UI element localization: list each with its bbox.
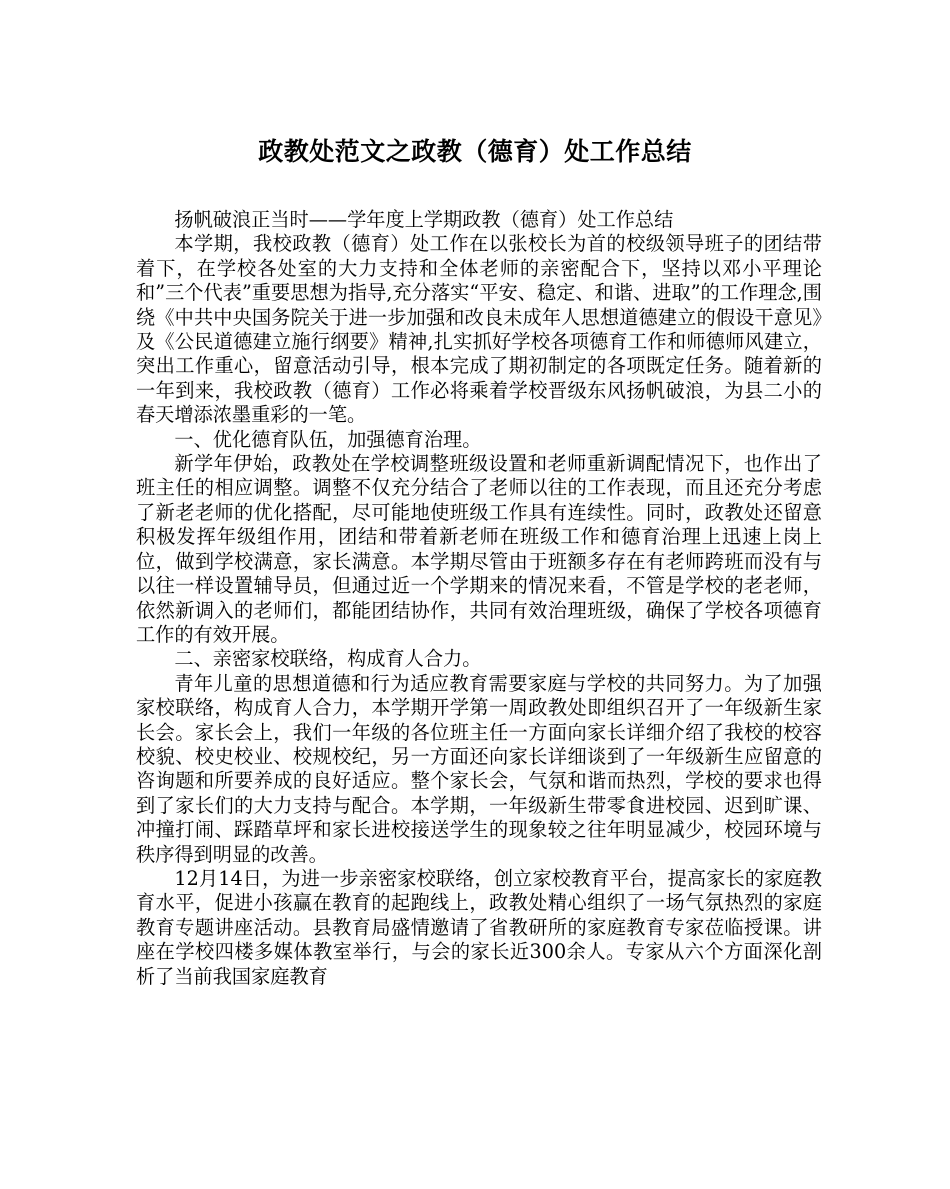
- section-1-paragraph: 新学年伊始，政教处在学校调整班级设置和老师重新调配情况下，也作出了班主任的相应调整。调整不仅充分结合了老师以往的工作表现，而且还充分考虑了新老老师的优化搭配，尽可能地使班级工作具有连续性。同时，政教处还留意积极发挥年级组作用，团结和带着新老师在班级工作和德育治理上迅速上岗上位，做到学校满意，家长满意。本学期尽管由于班额多存在有老师跨班而没有与以往一样设置辅导员，但通过近一个学期来的情况来看，不管是学校的老老师，依然新调入的老师们，都能团结协作，共同有效治理班级，确保了学校各项德育工作的有效开展。: [136, 452, 822, 646]
- section-2-paragraph-2: 12月14日，为进一步亲密家校联络，创立家校教育平台，提高家长的家庭教育水平，促进小孩赢在教育的起跑线上，政教处精心组织了一场气氛热烈的家庭教育专题讲座活动。县教育局盛情邀请了省教研所的家庭教育专家莅临授课。讲座在学校四楼多媒体教室举行，与会的家长近300余人。专家从六个方面深化剖析了当前我国家庭教育: [136, 866, 822, 988]
- document-body: [136, 208, 822, 989]
- intro-paragraph: 本学期，我校政教（德育）处工作在以张校长为首的校级领导班子的团结带着下，在学校各处室的大力支持和全体老师的亲密配合下，坚持以邓小平理论和”三个代表”重要思想为指导,充分落实“平安、稳定、和谐、进取”的工作理念,围绕《中共中央国务院关于进一步加强和改良未成年人思想道德建立的假设干意见》及《公民道德建立施行纲要》精神,扎实抓好学校各项德育工作和师德师风建立，突出工作重心，留意活动引导，根本完成了期初制定的各项既定任务。随着新的一年到来，我校政教（德育）工作必将乘着学校晋级东风扬帆破浪，为县二小的春天增添浓墨重彩的一笔。: [136, 232, 822, 427]
- section-heading-2: 二、亲密家校联络，构成育人合力。: [174, 647, 482, 671]
- section-2-paragraph: 青年儿童的思想道德和行为适应教育需要家庭与学校的共同努力。为了加强家校联络，构成育人合力，本学期开学第一周政教处即组织召开了一年级新生家长会。家长会上，我们一年级的各位班主任一方面向家长详细介绍了我校的校容校貌、校史校业、校规校纪，另一方面还向家长详细谈到了一年级新生应留意的咨询题和所要养成的良好适应。整个家长会，气氛和谐而热烈，学校的要求也得到了家长们的大力支持与配合。本学期，一年级新生带零食进校园、迟到旷课、冲撞打闹、踩踏草坪和家长进校接送学生的现象较之往年明显减少，校园环境与秩序得到明显的改善。: [136, 671, 822, 866]
- document-title: 政教处范文之政教（德育）处工作总结: [258, 137, 692, 166]
- subtitle-paragraph: 扬帆破浪正当时——学年度上学期政教（德育）处工作总结: [174, 208, 674, 231]
- section-heading-1: 一、优化德育队伍，加强德育治理。: [174, 427, 482, 451]
